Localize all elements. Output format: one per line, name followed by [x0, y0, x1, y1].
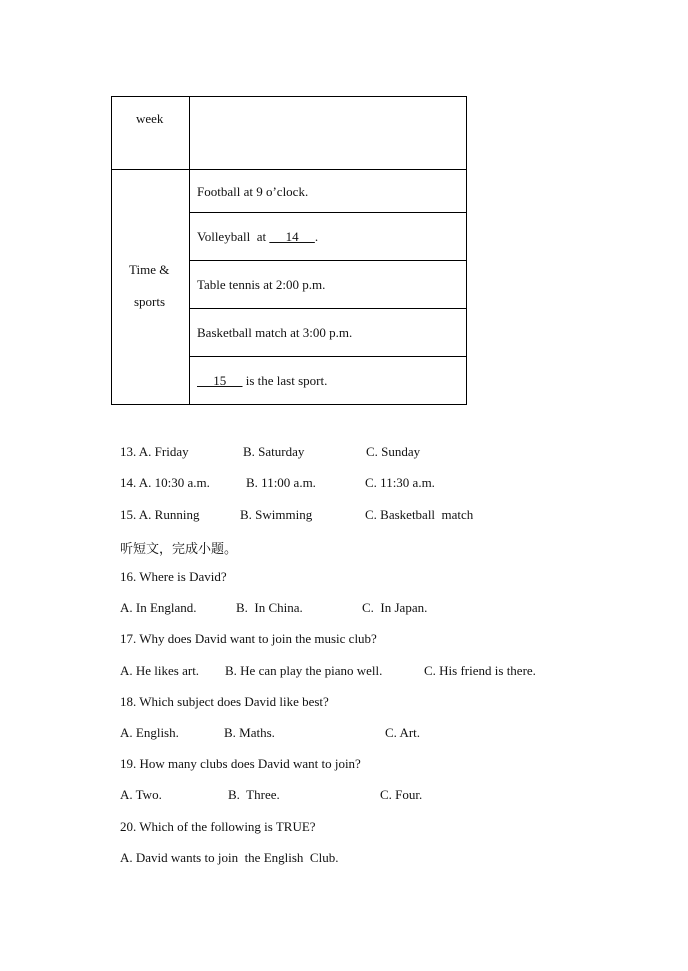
table-item-football: Football at 9 o’clock.: [197, 184, 309, 199]
row-label-sports: sports: [134, 294, 166, 309]
row-label-time: Time &: [129, 262, 170, 277]
row-label-week: week: [136, 111, 164, 126]
question-16: 16. Where is David?: [120, 569, 227, 584]
table-item-table-tennis: Table tennis at 2:00 p.m.: [197, 277, 326, 292]
table-row-divider: [189, 308, 467, 309]
question-19: 19. How many clubs does David want to join?: [120, 756, 361, 771]
table-border-left: [111, 96, 112, 405]
table-border-top: [111, 96, 467, 97]
blank-14: 14: [269, 229, 315, 244]
question-16-option-c: C. In Japan.: [362, 600, 428, 615]
table-row-divider: [111, 169, 467, 170]
question-18-option-b: B. Maths.: [224, 725, 275, 740]
table-row-divider: [189, 212, 467, 213]
question-16-option-a: A. In England.: [120, 600, 197, 615]
question-19-option-a: A. Two.: [120, 787, 162, 802]
question-15-option-b: B. Swimming: [240, 507, 313, 522]
section-instruction: 听短文，完成小题。: [120, 542, 238, 557]
table-item-basketball: Basketball match at 3:00 p.m.: [197, 325, 353, 340]
table-row-divider: [189, 356, 467, 357]
question-18-option-c: C. Art.: [385, 725, 421, 740]
question-13-option-a: 13. A. Friday: [120, 444, 189, 459]
question-17-option-c: C. His friend is there.: [424, 663, 536, 678]
question-13-option-c: C. Sunday: [366, 444, 421, 459]
question-17-option-b: B. He can play the piano well.: [225, 663, 383, 678]
table-border-right: [466, 96, 467, 405]
question-20: 20. Which of the following is TRUE?: [120, 819, 316, 834]
question-18: 18. Which subject does David like best?: [120, 694, 329, 709]
question-14-option-b: B. 11:00 a.m.: [246, 475, 316, 490]
question-15-option-a: 15. A. Running: [120, 507, 200, 522]
question-17: 17. Why does David want to join the music club?: [120, 631, 377, 646]
blank-15: 15: [197, 373, 243, 388]
schedule-table: [111, 96, 467, 405]
question-15-option-c: C. Basketball match: [365, 507, 474, 522]
question-14-option-a: 14. A. 10:30 a.m.: [120, 475, 210, 490]
question-14-option-c: C. 11:30 a.m.: [365, 475, 435, 490]
question-19-option-b: B. Three.: [228, 787, 280, 802]
table-border-bottom: [111, 404, 467, 405]
question-18-option-a: A. English.: [120, 725, 179, 740]
question-17-option-a: A. He likes art.: [120, 663, 200, 678]
table-item-last-sport: 15 is the last sport.: [197, 373, 328, 388]
table-row-divider: [189, 260, 467, 261]
question-16-option-b: B. In China.: [236, 600, 303, 615]
table-item-volleyball: Volleyball at 14 .: [197, 229, 319, 244]
question-20-option-a: A. David wants to join the English Club.: [120, 850, 339, 865]
table-column-divider: [189, 96, 190, 405]
question-19-option-c: C. Four.: [380, 787, 423, 802]
question-13-option-b: B. Saturday: [243, 444, 305, 459]
